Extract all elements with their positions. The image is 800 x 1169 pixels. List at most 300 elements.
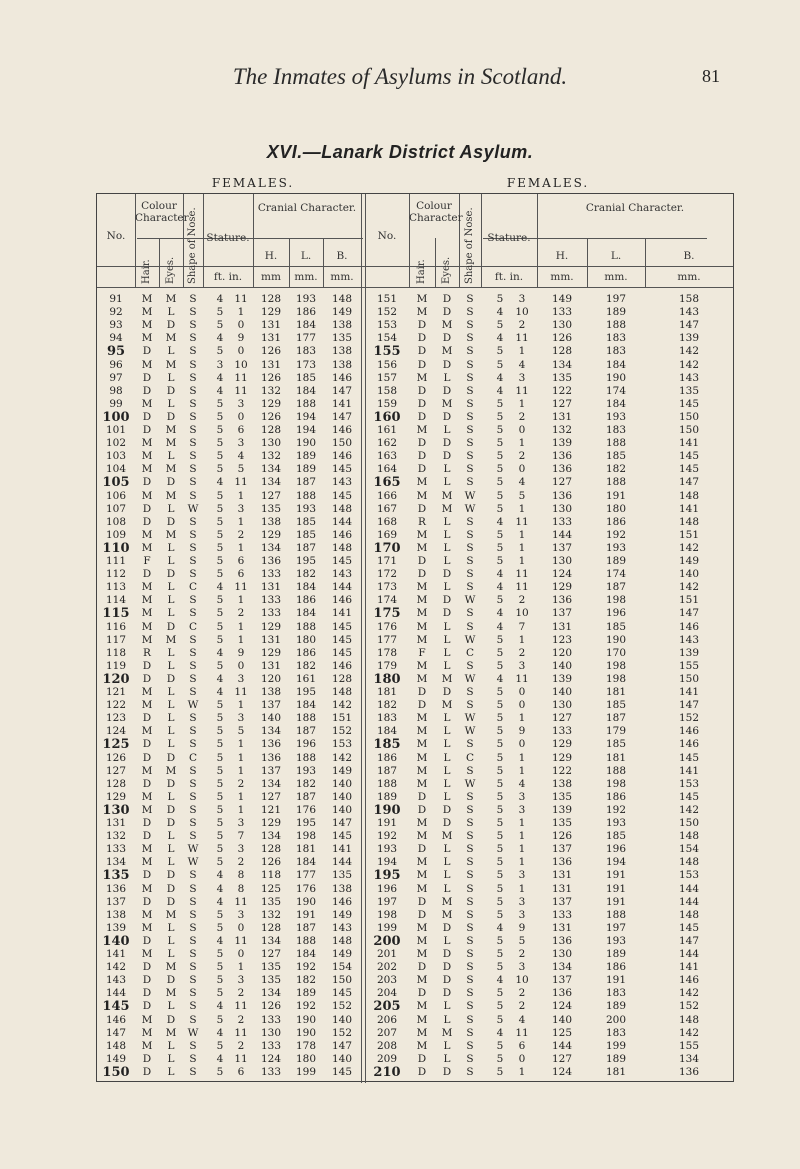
cell-eyes: M — [441, 502, 453, 515]
mm-header: mm. — [330, 271, 354, 283]
cell-eyes: L — [167, 594, 175, 607]
cell-in: 0 — [518, 1052, 526, 1065]
cell-in: 1 — [518, 502, 526, 515]
cell-hair: M — [416, 633, 428, 646]
cell-nose: S — [466, 817, 474, 829]
cell-nose: S — [466, 332, 474, 345]
cell-in: 6 — [237, 568, 245, 581]
cell-ft: 5 — [496, 424, 504, 436]
cell-eyes: D — [442, 803, 452, 816]
cell-ft: 5 — [496, 659, 504, 672]
cell-b: 135 — [331, 869, 353, 882]
cell-l: 193 — [295, 502, 317, 515]
cell-in: 1 — [518, 882, 526, 895]
cell-h: 138 — [260, 686, 282, 698]
cell-l: 188 — [295, 751, 317, 764]
cell-ft: 5 — [496, 934, 504, 947]
cell-h: 138 — [551, 777, 573, 790]
cell-eyes: D — [442, 948, 452, 960]
cell-in: 4 — [518, 358, 526, 371]
cell-no: 118 — [105, 646, 127, 659]
cell-h: 131 — [260, 581, 282, 594]
cell-b: 135 — [331, 332, 353, 345]
cell-l: 193 — [295, 764, 317, 777]
cell-hair: M — [141, 1039, 153, 1052]
cell-nose: S — [466, 987, 474, 1000]
ftin-header: ft. in. — [213, 271, 243, 283]
cell-in: 6 — [237, 555, 245, 567]
cell-hair: M — [141, 450, 153, 463]
cell-b: 145 — [678, 450, 700, 463]
cell-eyes: L — [167, 541, 175, 554]
cell-h: 127 — [260, 790, 282, 803]
table-row — [97, 948, 735, 962]
cell-h: 134 — [260, 987, 282, 1000]
cell-l: 195 — [295, 817, 317, 829]
cell-nose: S — [189, 817, 197, 829]
cell-l: 188 — [295, 397, 317, 410]
cell-nose: S — [189, 437, 197, 450]
colour-header: Colour Character — [135, 200, 189, 224]
cell-ft: 4 — [216, 869, 224, 882]
header-rule-bottom — [97, 287, 733, 288]
cell-hair: M — [141, 725, 153, 738]
cell-h: 122 — [551, 764, 573, 777]
cell-l: 190 — [605, 633, 627, 646]
cell-in: 11 — [515, 672, 529, 685]
cell-nose: S — [466, 384, 474, 397]
cell-b: 146 — [678, 725, 700, 738]
cell-ft: 4 — [216, 371, 224, 384]
cell-in: 3 — [237, 974, 245, 987]
cell-h: 136 — [551, 594, 573, 607]
cell-ft: 5 — [216, 633, 224, 646]
cell-eyes: D — [442, 384, 452, 397]
cell-no: 120 — [102, 671, 130, 687]
cell-nose: S — [466, 961, 474, 974]
cell-b: 140 — [678, 568, 700, 581]
colour-header: Colour Character — [409, 200, 463, 224]
cell-nose: S — [466, 974, 474, 987]
table-row — [97, 869, 735, 883]
cell-b: 150 — [678, 672, 700, 685]
cell-in: 9 — [518, 921, 526, 934]
mm-header: mm. — [677, 271, 701, 283]
cell-ft: 5 — [496, 856, 504, 869]
cell-l: 196 — [605, 607, 627, 620]
cell-b: 147 — [331, 817, 353, 829]
cell-hair: M — [416, 424, 428, 436]
b-header: B. — [336, 250, 348, 262]
cell-no: 106 — [105, 489, 127, 502]
cell-b: 143 — [678, 371, 700, 384]
cell-ft: 5 — [216, 803, 224, 816]
cell-l: 190 — [295, 1013, 317, 1026]
cell-hair: M — [141, 332, 153, 345]
cell-no: 187 — [376, 764, 398, 777]
cell-h: 134 — [260, 463, 282, 476]
cell-ft: 4 — [216, 895, 224, 908]
cell-hair: D — [417, 437, 427, 450]
cell-in: 1 — [518, 843, 526, 856]
cell-l: 187 — [295, 921, 317, 934]
cell-h: 118 — [260, 869, 282, 882]
cell-l: 185 — [605, 738, 627, 751]
cell-no: 123 — [105, 712, 127, 725]
cell-ft: 5 — [496, 869, 504, 882]
cell-h: 130 — [551, 502, 573, 515]
cell-h: 128 — [260, 921, 282, 934]
cell-h: 136 — [551, 987, 573, 1000]
cell-eyes: D — [166, 869, 176, 882]
cell-nose: S — [189, 1065, 197, 1078]
cell-no: 148 — [105, 1039, 127, 1052]
cell-l: 182 — [295, 777, 317, 790]
cell-l: 189 — [295, 987, 317, 1000]
cell-eyes: L — [443, 476, 451, 489]
cell-b: 152 — [331, 725, 353, 738]
cell-hair: D — [417, 555, 427, 567]
cell-ft: 5 — [496, 410, 504, 423]
cell-b: 146 — [331, 659, 353, 672]
cell-ft: 5 — [496, 450, 504, 463]
cell-b: 145 — [678, 397, 700, 410]
cell-ft: 5 — [216, 921, 224, 934]
cell-in: 2 — [518, 987, 526, 1000]
cell-l: 195 — [295, 686, 317, 698]
cell-in: 2 — [518, 1000, 526, 1013]
cell-l: 193 — [605, 934, 627, 947]
cell-l: 185 — [605, 699, 627, 712]
cell-b: 148 — [331, 934, 353, 947]
cell-in: 11 — [234, 293, 248, 305]
cell-no: 193 — [376, 843, 398, 856]
cell-no: 203 — [376, 974, 398, 987]
cell-h: 149 — [551, 293, 573, 305]
cell-b: 151 — [678, 528, 700, 541]
cell-nose: S — [466, 293, 474, 305]
cell-no: 154 — [376, 332, 398, 345]
cell-no: 108 — [105, 515, 127, 528]
cell-l: 183 — [605, 332, 627, 345]
cell-no: 94 — [109, 332, 123, 345]
cell-h: 123 — [551, 633, 573, 646]
cell-ft: 5 — [496, 908, 504, 921]
cell-hair: D — [417, 699, 427, 712]
cell-b: 147 — [678, 607, 700, 620]
cell-eyes: D — [442, 974, 452, 987]
cell-nose: C — [188, 581, 198, 594]
cell-no: 167 — [376, 502, 398, 515]
cell-b: 148 — [678, 856, 700, 869]
cell-no: 194 — [376, 856, 398, 869]
table-row — [97, 542, 735, 556]
cell-hair: M — [141, 397, 153, 410]
cell-eyes: D — [166, 1013, 176, 1026]
cell-eyes: L — [443, 528, 451, 541]
cell-l: 192 — [295, 1000, 317, 1013]
b-header: B. — [683, 250, 695, 262]
cell-eyes: D — [442, 437, 452, 450]
cell-h: 132 — [260, 450, 282, 463]
cell-h: 137 — [260, 699, 282, 712]
cell-hair: M — [141, 306, 153, 319]
cell-b: 145 — [331, 633, 353, 646]
cell-h: 140 — [551, 686, 573, 698]
cell-eyes: M — [441, 908, 453, 921]
cell-b: 146 — [331, 371, 353, 384]
cell-nose: S — [189, 659, 197, 672]
cell-h: 128 — [551, 345, 573, 358]
cell-eyes: L — [443, 1013, 451, 1026]
cell-nose: S — [189, 568, 197, 581]
cell-nose: S — [189, 921, 197, 934]
table-row — [97, 804, 735, 818]
cell-hair: D — [417, 502, 427, 515]
cell-nose: S — [189, 450, 197, 463]
cell-ft: 5 — [216, 555, 224, 567]
cell-ft: 5 — [496, 397, 504, 410]
cell-eyes: M — [165, 358, 177, 371]
cell-l: 194 — [605, 856, 627, 869]
cell-nose: S — [466, 738, 474, 751]
cell-ft: 4 — [496, 620, 504, 633]
cell-l: 181 — [605, 686, 627, 698]
cell-b: 148 — [678, 489, 700, 502]
cell-ft: 5 — [496, 646, 504, 659]
cell-hair: M — [141, 908, 153, 921]
cell-in: 10 — [515, 974, 529, 987]
cell-b: 142 — [678, 987, 700, 1000]
table-row — [97, 961, 735, 975]
cell-h: 124 — [260, 1052, 282, 1065]
cell-in: 2 — [237, 528, 245, 541]
cell-l: 161 — [295, 672, 317, 685]
cell-in: 1 — [518, 345, 526, 358]
cell-no: 153 — [376, 319, 398, 332]
cell-l: 187 — [295, 790, 317, 803]
eyes-header: Eyes. — [165, 256, 176, 284]
cell-hair: M — [416, 293, 428, 305]
cell-b: 155 — [678, 1039, 700, 1052]
cell-b: 144 — [678, 895, 700, 908]
cell-hair: M — [416, 594, 428, 607]
cell-l: 177 — [295, 869, 317, 882]
cell-eyes: M — [441, 895, 453, 908]
cell-nose: S — [189, 869, 197, 882]
cell-ft: 4 — [216, 293, 224, 305]
cranial-header: Cranial Character. — [585, 202, 685, 214]
cell-h: 125 — [551, 1026, 573, 1039]
table-row — [97, 752, 735, 766]
cell-eyes: D — [166, 895, 176, 908]
cell-b: 150 — [678, 424, 700, 436]
cell-b: 139 — [678, 646, 700, 659]
cell-l: 183 — [605, 987, 627, 1000]
cell-eyes: L — [443, 725, 451, 738]
cell-l: 194 — [295, 410, 317, 423]
cell-l: 180 — [605, 502, 627, 515]
cell-ft: 5 — [496, 541, 504, 554]
cell-hair: D — [142, 869, 152, 882]
cell-ft: 5 — [496, 358, 504, 371]
cell-nose: S — [466, 476, 474, 489]
cell-nose: S — [466, 830, 474, 843]
cell-eyes: L — [443, 581, 451, 594]
table-row — [97, 830, 735, 844]
cell-ft: 5 — [496, 803, 504, 816]
cell-h: 124 — [551, 568, 573, 581]
cell-b: 155 — [678, 659, 700, 672]
cell-h: 129 — [551, 738, 573, 751]
cell-eyes: D — [166, 777, 176, 790]
cell-in: 11 — [234, 371, 248, 384]
cell-no: 143 — [105, 974, 127, 987]
table-row — [97, 581, 735, 595]
cell-eyes: M — [165, 424, 177, 436]
cell-l: 189 — [605, 306, 627, 319]
cell-ft: 5 — [496, 777, 504, 790]
cell-l: 184 — [295, 319, 317, 332]
cell-in: 9 — [237, 332, 245, 345]
cell-h: 139 — [551, 672, 573, 685]
table-row — [97, 594, 735, 608]
cell-nose: S — [466, 581, 474, 594]
cell-h: 130 — [551, 699, 573, 712]
table-row — [97, 791, 735, 805]
cell-ft: 5 — [216, 751, 224, 764]
running-title: The Inmates of Asylums in Scotland. — [232, 64, 568, 89]
table-row — [97, 437, 735, 451]
mm-header: mm. — [550, 271, 574, 283]
cell-in: 1 — [518, 633, 526, 646]
cell-nose: W — [464, 633, 476, 646]
table-row — [97, 725, 735, 739]
table-row — [97, 974, 735, 988]
cell-nose: S — [189, 397, 197, 410]
cell-hair: D — [142, 751, 152, 764]
cell-nose: C — [188, 751, 198, 764]
cell-b: 145 — [331, 830, 353, 843]
table-title: XVI.—Lanark District Asylum. — [266, 142, 534, 162]
cell-nose: S — [466, 607, 474, 620]
cell-no: 152 — [376, 306, 398, 319]
cell-h: 131 — [260, 633, 282, 646]
cell-h: 124 — [551, 1000, 573, 1013]
cell-b: 142 — [331, 751, 353, 764]
table-row — [97, 712, 735, 726]
table-row — [97, 896, 735, 910]
cell-eyes: L — [167, 1039, 175, 1052]
cell-eyes: L — [167, 502, 175, 515]
table-row — [97, 529, 735, 543]
cell-eyes: L — [167, 843, 175, 856]
cell-hair: M — [416, 489, 428, 502]
cell-b: 143 — [331, 568, 353, 581]
cell-b: 143 — [331, 476, 353, 489]
cell-h: 140 — [551, 1013, 573, 1026]
cell-nose: S — [189, 882, 197, 895]
cell-h: 131 — [551, 921, 573, 934]
cell-ft: 4 — [216, 934, 224, 947]
cell-ft: 4 — [216, 1026, 224, 1039]
cell-hair: M — [416, 830, 428, 843]
cell-ft: 5 — [216, 856, 224, 869]
cell-nose: W — [187, 699, 199, 712]
table-row — [97, 424, 735, 438]
table-row — [97, 450, 735, 464]
cell-b: 148 — [678, 515, 700, 528]
cell-hair: M — [416, 306, 428, 319]
cell-ft: 5 — [496, 882, 504, 895]
cell-hair: M — [141, 607, 153, 620]
cell-hair: M — [141, 319, 153, 332]
cell-hair: D — [417, 790, 427, 803]
cell-b: 140 — [331, 777, 353, 790]
cell-l: 187 — [605, 712, 627, 725]
cell-hair: D — [142, 934, 152, 947]
cell-no: 199 — [376, 921, 398, 934]
cell-in: 5 — [518, 489, 526, 502]
cell-b: 145 — [678, 921, 700, 934]
cell-h: 129 — [260, 528, 282, 541]
cell-l: 184 — [295, 581, 317, 594]
no-header: No. — [106, 230, 126, 242]
cell-h: 135 — [260, 502, 282, 515]
table-row — [97, 385, 735, 399]
cell-in: 1 — [237, 633, 245, 646]
table-row — [97, 647, 735, 661]
cell-ft: 5 — [216, 515, 224, 528]
cell-eyes: L — [443, 1039, 451, 1052]
cell-b: 139 — [678, 332, 700, 345]
cell-hair: D — [417, 463, 427, 476]
cell-h: 128 — [260, 424, 282, 436]
cell-hair: D — [142, 1052, 152, 1065]
cell-nose: W — [464, 725, 476, 738]
cell-hair: M — [141, 620, 153, 633]
cell-nose: C — [465, 751, 475, 764]
cell-b: 143 — [678, 633, 700, 646]
cell-nose: S — [466, 686, 474, 698]
cell-nose: S — [189, 790, 197, 803]
cell-eyes: L — [443, 463, 451, 476]
cell-ft: 5 — [496, 895, 504, 908]
cell-in: 3 — [518, 790, 526, 803]
cell-l: 182 — [605, 463, 627, 476]
cell-h: 126 — [260, 856, 282, 869]
cell-no: 117 — [105, 633, 127, 646]
cell-l: 197 — [605, 921, 627, 934]
cell-hair: D — [417, 803, 427, 816]
cell-nose: S — [466, 869, 474, 882]
cell-nose: S — [466, 463, 474, 476]
cell-in: 3 — [237, 843, 245, 856]
cell-no: 150 — [102, 1064, 130, 1080]
cell-in: 1 — [237, 751, 245, 764]
cell-hair: M — [416, 869, 428, 882]
cell-no: 210 — [373, 1064, 401, 1080]
table-row — [97, 843, 735, 857]
cell-b: 152 — [331, 1026, 353, 1039]
cell-l: 194 — [295, 424, 317, 436]
cell-hair: R — [143, 646, 151, 659]
cell-hair: D — [142, 502, 152, 515]
ftin-header: ft. in. — [494, 271, 524, 283]
table-row — [97, 883, 735, 897]
cell-nose: S — [189, 489, 197, 502]
cell-b: 148 — [331, 293, 353, 305]
